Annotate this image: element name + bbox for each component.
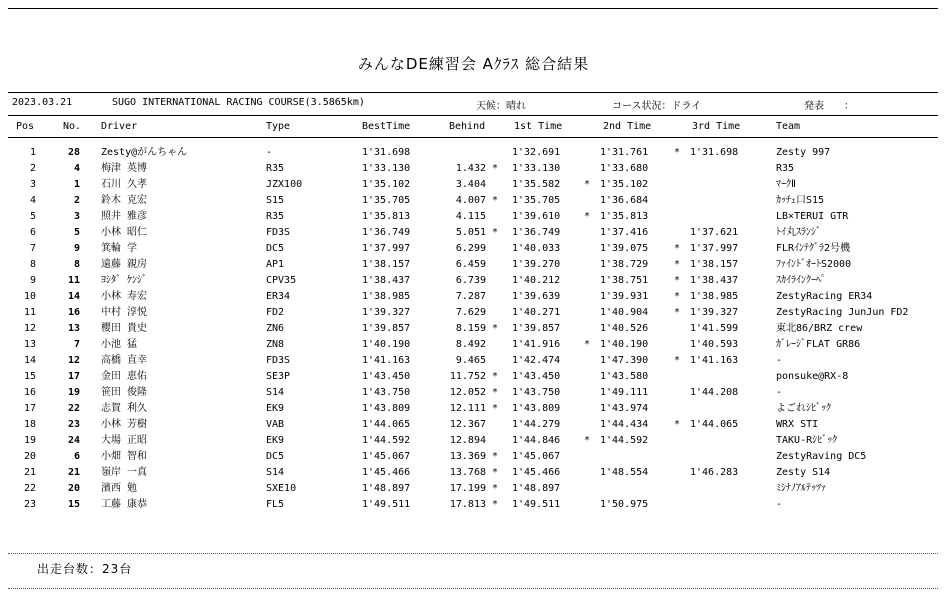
cell-car-no: 7 — [73, 339, 80, 350]
cell-first-best-mark: * — [492, 467, 499, 478]
col-driver: Driver — [101, 121, 138, 132]
cell-second-time: 1'39.931 — [600, 291, 649, 302]
cell-car-no: 14 — [67, 291, 80, 302]
cell-driver: 笹田 俊隆 — [101, 387, 148, 398]
cell-behind: 1.432 — [455, 163, 486, 174]
cell-first-best-mark: * — [492, 371, 499, 382]
cell-driver: 照井 雅彦 — [101, 211, 148, 222]
cell-first-time: 1'42.474 — [512, 355, 561, 366]
cell-best-time: 1'43.809 — [362, 403, 411, 414]
cell-team: ZestyRacing JunJun FD2 — [776, 307, 909, 318]
cell-best-time: 1'36.749 — [362, 227, 411, 238]
table-row — [0, 499, 947, 511]
cell-type: AP1 — [266, 259, 285, 270]
cell-second-best-mark: * — [584, 435, 591, 446]
cell-second-time: 1'40.190 — [600, 339, 649, 350]
cell-third-best-mark: * — [674, 243, 681, 254]
cell-pos: 16 — [23, 387, 36, 398]
cell-first-time: 1'32.691 — [512, 147, 561, 158]
cell-best-time: 1'49.511 — [362, 499, 411, 510]
cell-driver: Zesty@がんちゃん — [101, 147, 188, 158]
cell-type: - — [266, 147, 273, 158]
cell-type: FD3S — [266, 227, 291, 238]
cell-driver: 嶺岸 一真 — [101, 467, 148, 478]
entry-count: 出走台数：23台 — [37, 562, 133, 576]
cell-car-no: 20 — [67, 483, 80, 494]
cell-second-time: 1'44.434 — [600, 419, 649, 430]
cell-third-time: 1'41.163 — [690, 355, 739, 366]
cell-behind: 12.894 — [449, 435, 486, 446]
cell-pos: 1 — [29, 147, 36, 158]
table-row — [0, 259, 947, 271]
col-pos: Pos — [16, 121, 35, 132]
cell-first-best-mark: * — [492, 451, 499, 462]
cell-driver: 濱西 勉 — [101, 483, 138, 494]
cell-pos: 21 — [23, 467, 36, 478]
cell-type: R35 — [266, 211, 285, 222]
cell-team: WRX STI — [776, 419, 819, 430]
cell-type: FD3S — [266, 355, 291, 366]
event-date: 2023.03.21 — [12, 97, 73, 108]
cell-third-time: 1'37.997 — [690, 243, 739, 254]
cell-team: ZestyRacing ER34 — [776, 291, 873, 302]
column-rule — [8, 137, 938, 138]
cell-driver: 大場 正昭 — [101, 435, 148, 446]
cell-pos: 3 — [29, 179, 36, 190]
cell-driver: 箕輪 学 — [101, 243, 138, 254]
cell-team: - — [776, 355, 783, 366]
cell-pos: 17 — [23, 403, 36, 414]
cell-best-time: 1'39.327 — [362, 307, 411, 318]
cell-best-time: 1'48.897 — [362, 483, 411, 494]
cell-car-no: 1 — [73, 179, 80, 190]
col-third: 3rd Time — [692, 121, 741, 132]
cell-first-time: 1'43.809 — [512, 403, 561, 414]
cell-third-best-mark: * — [674, 419, 681, 430]
cell-best-time: 1'33.130 — [362, 163, 411, 174]
cell-pos: 19 — [23, 435, 36, 446]
cell-behind: 6.459 — [455, 259, 486, 270]
footer-rule-bottom — [8, 588, 938, 589]
cell-third-time: 1'46.283 — [690, 467, 739, 478]
table-row — [0, 451, 947, 463]
cell-team: ｶﾞﾚｰｼﾞFLAT GR86 — [776, 339, 861, 350]
cell-driver: 小畑 智和 — [101, 451, 148, 462]
cell-type: JZX100 — [266, 179, 303, 190]
cell-team: Zesty S14 — [776, 467, 831, 478]
cell-first-time: 1'33.130 — [512, 163, 561, 174]
cell-car-no: 13 — [67, 323, 80, 334]
header-rule — [8, 92, 938, 93]
cell-type: EK9 — [266, 435, 285, 446]
cell-third-time: 1'41.599 — [690, 323, 739, 334]
cell-behind: 8.492 — [455, 339, 486, 350]
cell-second-time: 1'33.680 — [600, 163, 649, 174]
cell-driver: 高橋 直幸 — [101, 355, 148, 366]
cell-first-time: 1'39.270 — [512, 259, 561, 270]
cell-second-time: 1'43.974 — [600, 403, 649, 414]
cell-car-no: 19 — [67, 387, 80, 398]
cell-team: ponsuke@RX-8 — [776, 371, 849, 382]
cell-second-best-mark: * — [584, 179, 591, 190]
cell-second-time: 1'40.904 — [600, 307, 649, 318]
cell-car-no: 15 — [67, 499, 80, 510]
cell-behind: 12.367 — [449, 419, 486, 430]
cell-third-time: 1'38.437 — [690, 275, 739, 286]
cell-first-best-mark: * — [492, 323, 499, 334]
cell-best-time: 1'38.157 — [362, 259, 411, 270]
cell-best-time: 1'45.466 — [362, 467, 411, 478]
cell-behind: 4.115 — [455, 211, 486, 222]
cell-second-time: 1'44.592 — [600, 435, 649, 446]
cell-first-time: 1'43.450 — [512, 371, 561, 382]
cell-second-best-mark: * — [584, 339, 591, 350]
cell-behind: 4.007 — [455, 195, 486, 206]
table-row — [0, 211, 947, 223]
cell-type: ER34 — [266, 291, 291, 302]
cell-pos: 20 — [23, 451, 36, 462]
cell-car-no: 8 — [73, 259, 80, 270]
cell-team: ﾐｼﾅﾉｱﾙﾃｯﾂｧ — [776, 483, 826, 494]
cell-driver: 小林 昭仁 — [101, 227, 148, 238]
cell-driver: ﾖｼﾀﾞ ｹﾝｼﾞ — [101, 275, 148, 286]
table-row — [0, 291, 947, 303]
cell-best-time: 1'39.857 — [362, 323, 411, 334]
cell-type: ZN8 — [266, 339, 285, 350]
cell-driver: 工藤 康恭 — [101, 499, 148, 510]
cell-team: R35 — [776, 163, 795, 174]
cell-second-time: 1'40.526 — [600, 323, 649, 334]
cell-pos: 7 — [29, 243, 36, 254]
cell-best-time: 1'44.592 — [362, 435, 411, 446]
table-row — [0, 147, 947, 159]
table-row — [0, 483, 947, 495]
table-row — [0, 179, 947, 191]
cell-best-time: 1'35.705 — [362, 195, 411, 206]
cell-type: R35 — [266, 163, 285, 174]
cell-best-time: 1'37.997 — [362, 243, 411, 254]
cell-behind: 12.052 — [449, 387, 486, 398]
table-row — [0, 339, 947, 351]
cell-driver: 石川 久孝 — [101, 179, 148, 190]
cell-best-time: 1'35.102 — [362, 179, 411, 190]
announcement: 発表 ： — [804, 101, 854, 112]
cell-team: 東北86/BRZ crew — [776, 323, 863, 334]
cell-best-time: 1'43.750 — [362, 387, 411, 398]
cell-first-time: 1'45.067 — [512, 451, 561, 462]
cell-first-best-mark: * — [492, 227, 499, 238]
cell-pos: 2 — [29, 163, 36, 174]
cell-type: FD2 — [266, 307, 285, 318]
cell-team: よごれｼﾋﾞｯｸ — [776, 403, 831, 414]
cell-second-best-mark: * — [584, 211, 591, 222]
table-row — [0, 163, 947, 175]
table-row — [0, 435, 947, 447]
cell-second-time: 1'37.416 — [600, 227, 649, 238]
cell-pos: 14 — [23, 355, 36, 366]
col-no: No. — [63, 121, 82, 132]
cell-first-time: 1'41.916 — [512, 339, 561, 350]
cell-first-time: 1'43.750 — [512, 387, 561, 398]
cell-first-time: 1'39.610 — [512, 211, 561, 222]
cell-driver: 遠藤 親房 — [101, 259, 148, 270]
cell-second-time: 1'31.761 — [600, 147, 649, 158]
cell-best-time: 1'35.813 — [362, 211, 411, 222]
cell-driver: 中村 淳悦 — [101, 307, 148, 318]
cell-best-time: 1'40.190 — [362, 339, 411, 350]
cell-car-no: 16 — [67, 307, 80, 318]
cell-first-time: 1'36.749 — [512, 227, 561, 238]
cell-driver: 金田 恵佑 — [101, 371, 148, 382]
info-rule — [8, 115, 938, 116]
cell-driver: 鈴木 克宏 — [101, 195, 148, 206]
cell-third-time: 1'31.698 — [690, 147, 739, 158]
cell-team: FLRｲﾝﾃｸﾞﾗ2号機 — [776, 243, 851, 254]
course-name: SUGO INTERNATIONAL RACING COURSE(3.5865km) — [112, 97, 365, 108]
cell-car-no: 6 — [73, 451, 80, 462]
cell-behind: 13.768 — [449, 467, 486, 478]
weather: 天候：晴れ — [476, 101, 526, 112]
cell-type: FL5 — [266, 499, 285, 510]
cell-behind: 11.752 — [449, 371, 486, 382]
cell-type: CPV35 — [266, 275, 297, 286]
cell-first-time: 1'35.705 — [512, 195, 561, 206]
cell-second-time: 1'39.075 — [600, 243, 649, 254]
track-condition: コース状況：ドライ — [612, 101, 702, 112]
cell-team: ﾌｧｲﾝﾄﾞｵｰﾄS2000 — [776, 259, 852, 270]
cell-type: SXE10 — [266, 483, 297, 494]
cell-third-time: 1'44.208 — [690, 387, 739, 398]
cell-behind: 6.739 — [455, 275, 486, 286]
table-row — [0, 467, 947, 479]
cell-car-no: 3 — [73, 211, 80, 222]
cell-behind: 12.111 — [449, 403, 486, 414]
table-row — [0, 371, 947, 383]
cell-third-best-mark: * — [674, 275, 681, 286]
cell-third-best-mark: * — [674, 307, 681, 318]
col-type: Type — [266, 121, 291, 132]
cell-team: - — [776, 387, 783, 398]
cell-pos: 9 — [29, 275, 36, 286]
page-title: みんなDE練習会 Aｸﾗｽ 総合結果 — [357, 55, 590, 73]
cell-team: ﾏｰｸⅡ — [776, 179, 796, 190]
cell-team: ZestyRaving DC5 — [776, 451, 867, 462]
table-row — [0, 419, 947, 431]
cell-car-no: 17 — [67, 371, 80, 382]
cell-second-time: 1'43.580 — [600, 371, 649, 382]
cell-car-no: 22 — [67, 403, 80, 414]
cell-type: DC5 — [266, 243, 285, 254]
cell-pos: 5 — [29, 211, 36, 222]
cell-best-time: 1'44.065 — [362, 419, 411, 430]
cell-third-time: 1'37.621 — [690, 227, 739, 238]
cell-car-no: 11 — [67, 275, 80, 286]
cell-driver: 櫻田 貴史 — [101, 323, 148, 334]
cell-pos: 10 — [23, 291, 36, 302]
cell-first-time: 1'48.897 — [512, 483, 561, 494]
cell-car-no: 24 — [67, 435, 80, 446]
cell-behind: 7.287 — [455, 291, 486, 302]
col-first: 1st Time — [514, 121, 563, 132]
cell-pos: 15 — [23, 371, 36, 382]
cell-third-best-mark: * — [674, 291, 681, 302]
cell-team: - — [776, 499, 783, 510]
table-row — [0, 355, 947, 367]
cell-best-time: 1'43.450 — [362, 371, 411, 382]
cell-first-time: 1'40.271 — [512, 307, 561, 318]
table-row — [0, 403, 947, 415]
cell-pos: 13 — [23, 339, 36, 350]
col-team: Team — [776, 121, 801, 132]
table-row — [0, 243, 947, 255]
table-row — [0, 195, 947, 207]
cell-second-time: 1'50.975 — [600, 499, 649, 510]
table-row — [0, 387, 947, 399]
cell-first-time: 1'40.212 — [512, 275, 561, 286]
cell-third-best-mark: * — [674, 355, 681, 366]
cell-team: LB×TERUI GTR — [776, 211, 849, 222]
cell-type: S14 — [266, 387, 285, 398]
cell-first-time: 1'44.846 — [512, 435, 561, 446]
cell-first-time: 1'49.511 — [512, 499, 561, 510]
cell-type: DC5 — [266, 451, 285, 462]
cell-type: ZN6 — [266, 323, 285, 334]
cell-type: VAB — [266, 419, 285, 430]
cell-second-time: 1'35.813 — [600, 211, 649, 222]
cell-third-time: 1'44.065 — [690, 419, 739, 430]
cell-car-no: 4 — [73, 163, 80, 174]
cell-best-time: 1'41.163 — [362, 355, 411, 366]
cell-first-time: 1'35.582 — [512, 179, 561, 190]
cell-second-time: 1'35.102 — [600, 179, 649, 190]
table-row — [0, 275, 947, 287]
cell-first-time: 1'44.279 — [512, 419, 561, 430]
col-second: 2nd Time — [603, 121, 652, 132]
cell-driver: 梅津 英博 — [101, 163, 148, 174]
cell-team: ﾄｲ丸ｽﾗﾝｼﾞ — [776, 227, 821, 238]
cell-type: S15 — [266, 195, 285, 206]
cell-best-time: 1'38.437 — [362, 275, 411, 286]
cell-first-best-mark: * — [492, 195, 499, 206]
cell-team: TAKU-Rｼﾋﾞｯｸ — [776, 435, 838, 446]
table-row — [0, 307, 947, 319]
cell-best-time: 1'45.067 — [362, 451, 411, 462]
footer-rule-top — [8, 553, 938, 554]
cell-car-no: 23 — [67, 419, 80, 430]
cell-team: ｽｶｲﾗｲﾝｸｰﾍﾟ — [776, 275, 826, 286]
cell-type: EK9 — [266, 403, 285, 414]
cell-team: ｶｯﾁｪ口S15 — [776, 195, 825, 206]
cell-car-no: 9 — [73, 243, 80, 254]
cell-second-time: 1'49.111 — [600, 387, 649, 398]
cell-car-no: 28 — [67, 147, 80, 158]
cell-third-time: 1'38.157 — [690, 259, 739, 270]
cell-car-no: 12 — [67, 355, 80, 366]
cell-car-no: 21 — [67, 467, 80, 478]
cell-third-time: 1'38.985 — [690, 291, 739, 302]
cell-first-time: 1'45.466 — [512, 467, 561, 478]
cell-third-time: 1'39.327 — [690, 307, 739, 318]
cell-first-best-mark: * — [492, 499, 499, 510]
cell-third-best-mark: * — [674, 147, 681, 158]
cell-first-best-mark: * — [492, 387, 499, 398]
cell-best-time: 1'31.698 — [362, 147, 411, 158]
cell-behind: 7.629 — [455, 307, 486, 318]
cell-pos: 22 — [23, 483, 36, 494]
cell-behind: 17.813 — [449, 499, 486, 510]
cell-second-time: 1'48.554 — [600, 467, 649, 478]
cell-second-time: 1'38.729 — [600, 259, 649, 270]
table-row — [0, 227, 947, 239]
cell-driver: 小林 芳樹 — [101, 419, 148, 430]
cell-team: Zesty 997 — [776, 147, 831, 158]
cell-behind: 5.051 — [455, 227, 486, 238]
cell-first-time: 1'39.639 — [512, 291, 561, 302]
cell-behind: 17.199 — [449, 483, 486, 494]
cell-driver: 小池 猛 — [101, 339, 138, 350]
cell-pos: 11 — [23, 307, 36, 318]
cell-pos: 18 — [23, 419, 36, 430]
cell-type: SE3P — [266, 371, 291, 382]
cell-third-time: 1'40.593 — [690, 339, 739, 350]
col-best: BestTime — [362, 121, 411, 132]
cell-behind: 8.159 — [455, 323, 486, 334]
top-rule — [8, 8, 938, 9]
cell-pos: 12 — [23, 323, 36, 334]
cell-first-time: 1'40.033 — [512, 243, 561, 254]
cell-driver: 志賀 利久 — [101, 403, 148, 414]
cell-behind: 3.404 — [455, 179, 486, 190]
cell-second-time: 1'38.751 — [600, 275, 649, 286]
cell-third-best-mark: * — [674, 259, 681, 270]
cell-pos: 8 — [29, 259, 36, 270]
cell-first-best-mark: * — [492, 403, 499, 414]
table-row — [0, 323, 947, 335]
cell-pos: 4 — [29, 195, 36, 206]
cell-behind: 13.369 — [449, 451, 486, 462]
cell-second-time: 1'36.684 — [600, 195, 649, 206]
cell-first-best-mark: * — [492, 483, 499, 494]
cell-car-no: 5 — [73, 227, 80, 238]
cell-pos: 23 — [23, 499, 36, 510]
col-behind: Behind — [449, 121, 486, 132]
cell-car-no: 2 — [73, 195, 80, 206]
cell-second-time: 1'47.390 — [600, 355, 649, 366]
cell-best-time: 1'38.985 — [362, 291, 411, 302]
cell-type: S14 — [266, 467, 285, 478]
cell-behind: 6.299 — [455, 243, 486, 254]
cell-first-time: 1'39.857 — [512, 323, 561, 334]
cell-driver: 小林 寿宏 — [101, 291, 148, 302]
cell-first-best-mark: * — [492, 163, 499, 174]
cell-behind: 9.465 — [455, 355, 486, 366]
cell-pos: 6 — [29, 227, 36, 238]
